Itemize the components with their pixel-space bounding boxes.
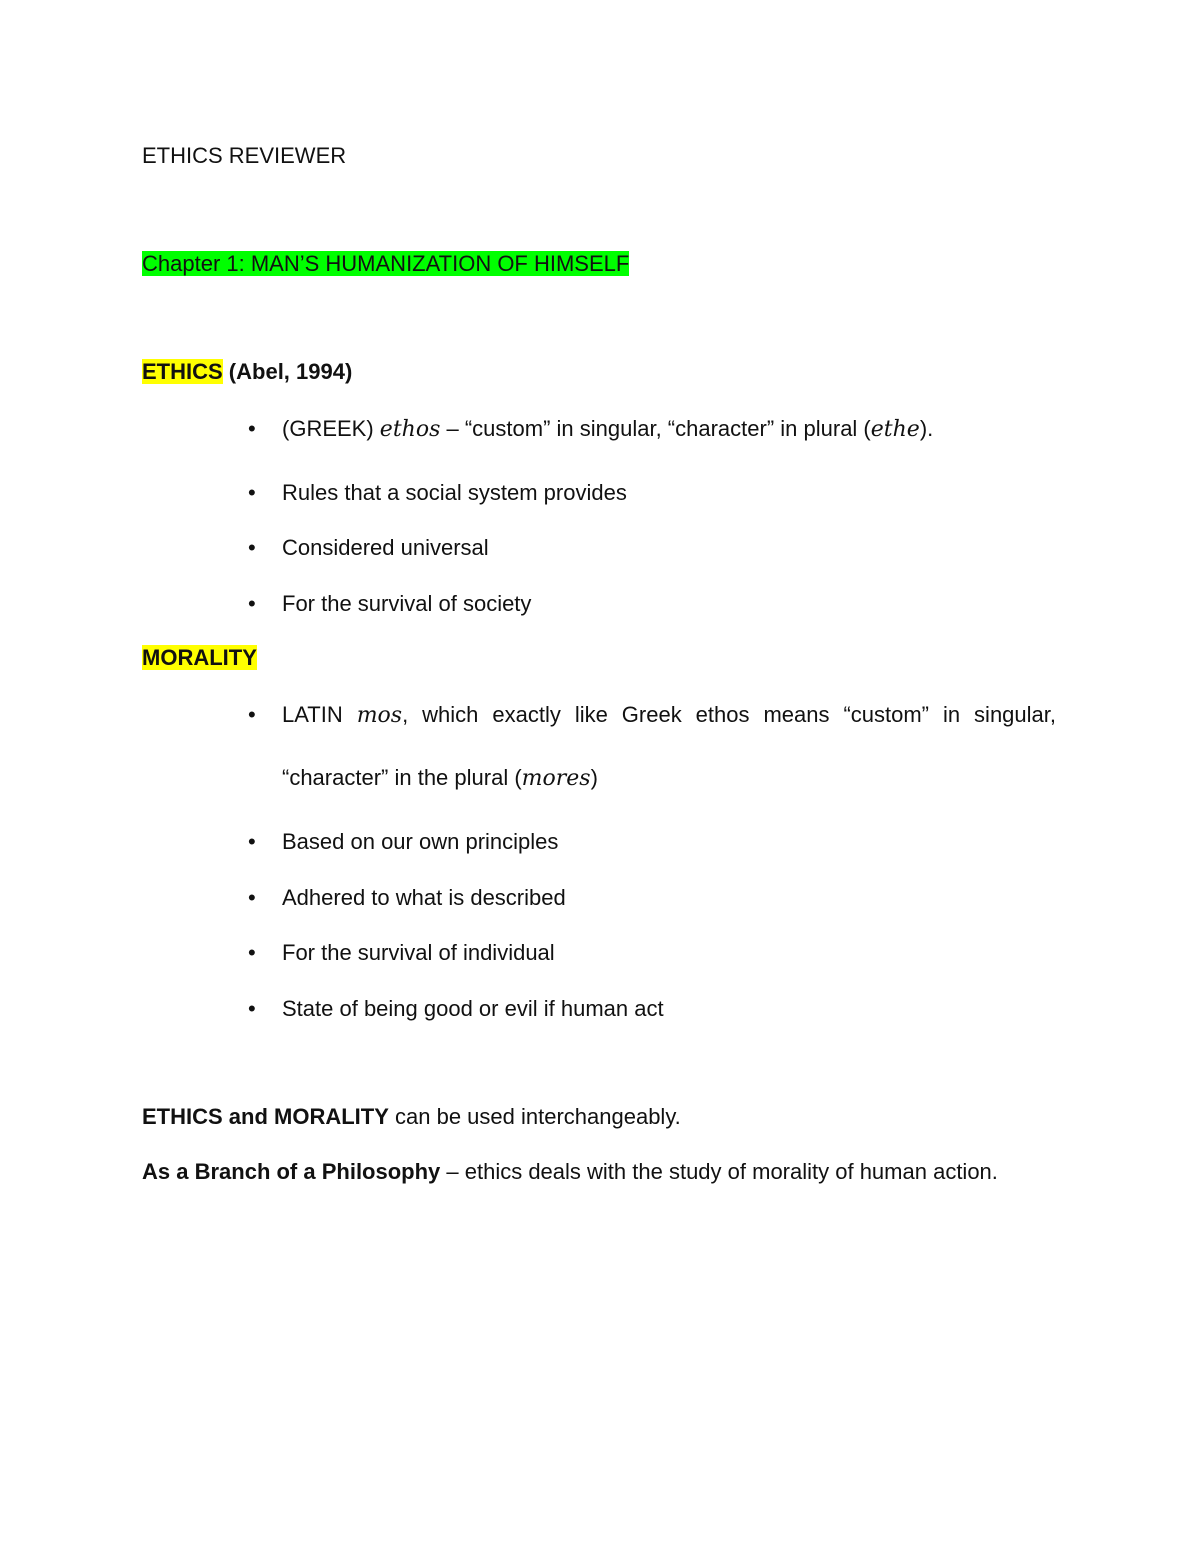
latin-word: mos — [356, 703, 403, 728]
chapter-heading — [142, 251, 629, 277]
latin-cont-prefix: “character” in the plural ( — [282, 765, 522, 790]
latin-cont-suffix: ) — [590, 765, 598, 790]
latin-line — [282, 702, 1056, 729]
branch-paragraph — [142, 1159, 998, 1185]
ethics-bullet-survival: • For the survival of society — [282, 591, 531, 617]
branch-bold: As a Branch of a Philosophy — [142, 1159, 441, 1184]
greek-suffix: ). — [919, 416, 934, 441]
greek-middle: – “custom” in singular, “character” in plural ( — [440, 416, 871, 441]
document-title-text: ETHICS REVIEWER — [142, 143, 347, 168]
interchange-rest: can be used interchangeably. — [388, 1104, 681, 1129]
latin-prefix: LATIN — [282, 702, 357, 727]
ethics-heading — [142, 359, 352, 385]
interchange-bold: ETHICS and MORALITY — [142, 1104, 389, 1129]
document-title — [142, 143, 346, 169]
chapter-heading-text: Chapter 1: MAN’S HUMANIZATION OF HIMSELF — [142, 251, 630, 276]
morality-term: MORALITY — [142, 645, 257, 670]
ethics-bullet-rules: • Rules that a social system provides — [282, 480, 627, 506]
interchange-paragraph — [142, 1104, 681, 1130]
morality-bullet-adhered: • Adhered to what is described — [282, 885, 566, 911]
greek-plural: ethe — [870, 417, 920, 442]
latin-rest: , which exactly like Greek ethos means “custom” in singular, — [402, 702, 1056, 727]
morality-bullet-principles: • Based on our own principles — [282, 829, 558, 855]
morality-bullet-state: • State of being good or evil if human act — [282, 996, 664, 1022]
greek-word: ethos — [379, 417, 441, 442]
branch-rest: – ethics deals with the study of morality of human action. — [440, 1159, 998, 1184]
greek-prefix: (GREEK) — [282, 416, 380, 441]
ethics-citation: (Abel, 1994) — [222, 359, 353, 384]
morality-bullet-latin-continuation — [282, 765, 598, 792]
ethics-term: ETHICS — [142, 359, 223, 384]
morality-heading — [142, 645, 257, 671]
morality-bullet-survival: • For the survival of individual — [282, 940, 555, 966]
ethics-bullet-greek — [282, 416, 933, 443]
latin-plural: mores — [521, 766, 591, 791]
ethics-bullet-universal: • Considered universal — [282, 535, 489, 561]
